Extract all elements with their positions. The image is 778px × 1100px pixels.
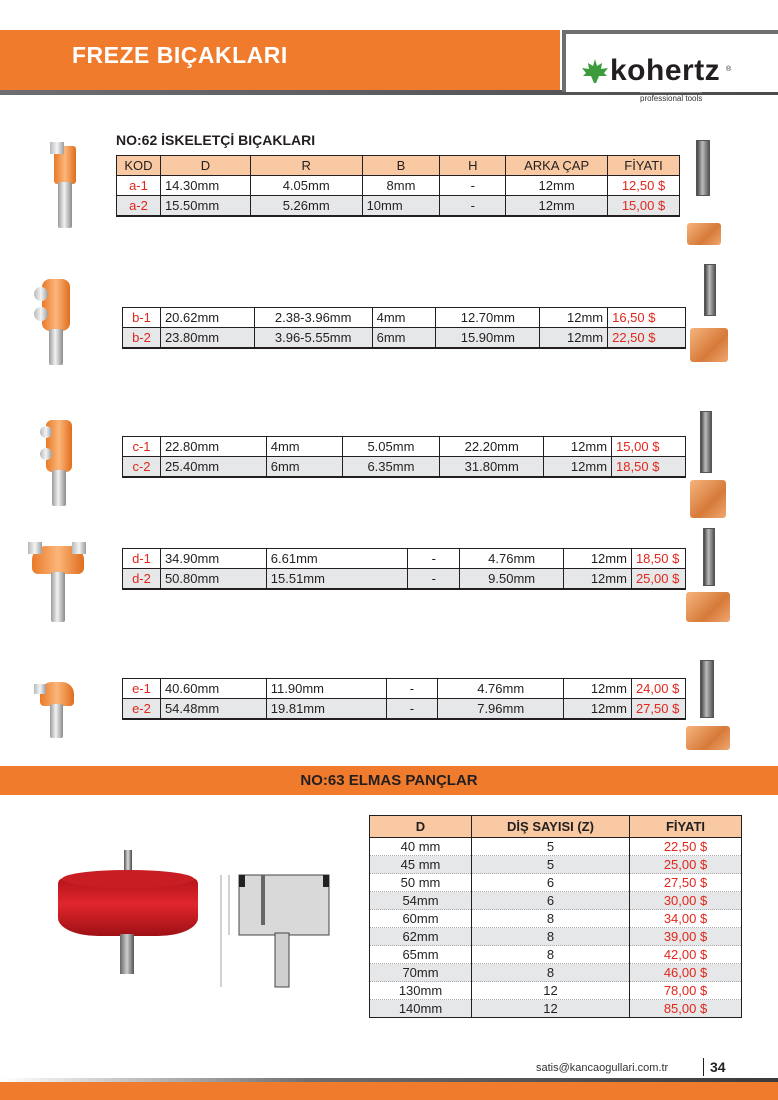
- tooth-count-cell: 8: [472, 928, 630, 946]
- section-62-title: NO:62 İSKELETÇİ BIÇAKLARI: [116, 132, 316, 148]
- header-price: FİYATI: [630, 816, 742, 838]
- diameter-cell: 54mm: [370, 892, 472, 910]
- d-cell: 20.62mm: [160, 308, 254, 328]
- section-63-title: NO:63 ELMAS PANÇLAR: [300, 772, 478, 789]
- router-bit-b-image: [32, 275, 76, 367]
- h-cell: 9.50mm: [460, 569, 564, 589]
- code-cell: b-2: [123, 328, 161, 348]
- table-row: [370, 892, 742, 910]
- footer-orange-band: [0, 1082, 778, 1100]
- r-cell: 19.81mm: [266, 699, 386, 719]
- r-cell: 11.90mm: [266, 679, 386, 699]
- diameter-cell: 130mm: [370, 982, 472, 1000]
- code-cell: d-2: [123, 569, 161, 589]
- tooth-count-cell: 12: [472, 982, 630, 1000]
- tooth-count-cell: 5: [472, 856, 630, 874]
- wood-sample-a: [687, 223, 721, 245]
- header-kod: KOD: [117, 156, 161, 176]
- header-tooth-count: DİŞ SAYISI (Z): [472, 816, 630, 838]
- table-row: [123, 549, 686, 569]
- back-diameter-cell: 12mm: [544, 437, 612, 457]
- price-cell: 25,00 $: [630, 856, 742, 874]
- diameter-cell: 45 mm: [370, 856, 472, 874]
- h-cell: 12.70mm: [436, 308, 540, 328]
- diameter-cell: 65mm: [370, 946, 472, 964]
- wood-sample-c: [690, 480, 726, 518]
- table-row: [123, 699, 686, 719]
- b-cell: 4mm: [372, 308, 436, 328]
- table-row: [370, 874, 742, 892]
- header-d: D: [160, 156, 250, 176]
- price-cell: 46,00 $: [630, 964, 742, 982]
- router-bit-d-image: [28, 540, 88, 624]
- wood-sample-d: [686, 592, 730, 622]
- router-bit-e-image: [34, 678, 80, 740]
- d-cell: 15.50mm: [160, 196, 250, 216]
- header-r: R: [250, 156, 362, 176]
- d-cell: 34.90mm: [160, 549, 266, 569]
- header-b: B: [362, 156, 440, 176]
- r-cell: 15.51mm: [266, 569, 408, 589]
- back-diameter-cell: 12mm: [564, 699, 632, 719]
- code-cell: c-2: [123, 457, 161, 477]
- table-header-row: [117, 156, 680, 176]
- tooth-count-cell: 6: [472, 874, 630, 892]
- r-cell: 5.26mm: [250, 196, 362, 216]
- technical-drawing-c: [700, 411, 712, 473]
- b-cell: -: [408, 569, 460, 589]
- back-diameter-cell: 12mm: [506, 196, 608, 216]
- d-cell: 50.80mm: [160, 569, 266, 589]
- price-cell: 15,00 $: [608, 196, 680, 216]
- header-fiyati: FİYATI: [608, 156, 680, 176]
- contact-email: satis@kancaogullari.com.tr: [536, 1062, 669, 1074]
- table-row: [370, 928, 742, 946]
- back-diameter-cell: 12mm: [544, 457, 612, 477]
- price-cell: 18,50 $: [612, 457, 686, 477]
- price-cell: 15,00 $: [612, 437, 686, 457]
- spec-table-b: [122, 307, 686, 349]
- tooth-count-cell: 8: [472, 964, 630, 982]
- spec-table-a: [116, 155, 680, 217]
- router-bit-c-image: [38, 412, 78, 506]
- code-cell: a-2: [117, 196, 161, 216]
- table-row: [370, 946, 742, 964]
- table-row: [123, 679, 686, 699]
- maple-leaf-icon: [580, 58, 610, 84]
- b-cell: 5.05mm: [342, 437, 440, 457]
- footer-divider: [703, 1058, 704, 1076]
- code-cell: e-1: [123, 679, 161, 699]
- table-header-row: [370, 816, 742, 838]
- spec-table-c: [122, 436, 686, 478]
- tooth-count-cell: 5: [472, 838, 630, 856]
- d-cell: 14.30mm: [160, 176, 250, 196]
- table-row: [370, 1000, 742, 1018]
- h-cell: -: [440, 176, 506, 196]
- back-diameter-cell: 12mm: [564, 569, 632, 589]
- table-row: [123, 308, 686, 328]
- wood-sample-b: [690, 328, 728, 362]
- table-row: [123, 457, 686, 477]
- price-cell: 22,50 $: [630, 838, 742, 856]
- table-row: [123, 437, 686, 457]
- spec-table-e: [122, 678, 686, 720]
- spec-table-d: [122, 548, 686, 590]
- registered-mark: ®: [726, 66, 732, 73]
- header-arka-cap: ARKA ÇAP: [506, 156, 608, 176]
- price-cell: 27,50 $: [631, 699, 685, 719]
- d-cell: 40.60mm: [160, 679, 266, 699]
- price-cell: 24,00 $: [631, 679, 685, 699]
- price-cell: 25,00 $: [631, 569, 685, 589]
- r-cell: 4.05mm: [250, 176, 362, 196]
- code-cell: e-2: [123, 699, 161, 719]
- h-cell: 22.20mm: [440, 437, 544, 457]
- table-row: [370, 856, 742, 874]
- diameter-cell: 60mm: [370, 910, 472, 928]
- table-row: [123, 569, 686, 589]
- back-diameter-cell: 12mm: [506, 176, 608, 196]
- table-row: [117, 176, 680, 196]
- brand-name: kohertz: [610, 54, 721, 87]
- d-cell: 54.48mm: [160, 699, 266, 719]
- technical-drawing-e: [700, 660, 714, 718]
- d-cell: 25.40mm: [160, 457, 266, 477]
- hole-saw-price-table: [369, 815, 742, 1018]
- code-cell: b-1: [123, 308, 161, 328]
- brand-tagline: professional tools: [640, 94, 703, 103]
- diameter-cell: 140mm: [370, 1000, 472, 1018]
- wood-sample-e: [686, 726, 730, 750]
- b-cell: 10mm: [362, 196, 440, 216]
- price-cell: 16,50 $: [608, 308, 686, 328]
- b-cell: -: [386, 679, 438, 699]
- price-cell: 22,50 $: [608, 328, 686, 348]
- r-cell: 3.96-5.55mm: [254, 328, 372, 348]
- back-diameter-cell: 12mm: [540, 308, 608, 328]
- header-h: H: [440, 156, 506, 176]
- tooth-count-cell: 8: [472, 910, 630, 928]
- h-cell: 4.76mm: [438, 679, 564, 699]
- r-cell: 6mm: [266, 457, 342, 477]
- h-cell: -: [440, 196, 506, 216]
- back-diameter-cell: 12mm: [564, 679, 632, 699]
- r-cell: 6.61mm: [266, 549, 408, 569]
- diameter-cell: 62mm: [370, 928, 472, 946]
- table-row: [370, 982, 742, 1000]
- table-row: [123, 328, 686, 348]
- h-cell: 4.76mm: [460, 549, 564, 569]
- price-cell: 12,50 $: [608, 176, 680, 196]
- back-diameter-cell: 12mm: [540, 328, 608, 348]
- price-cell: 42,00 $: [630, 946, 742, 964]
- b-cell: 8mm: [362, 176, 440, 196]
- price-cell: 27,50 $: [630, 874, 742, 892]
- b-cell: -: [408, 549, 460, 569]
- brand-logo: [562, 30, 778, 103]
- hole-saw-technical-drawing: [215, 865, 335, 995]
- code-cell: d-1: [123, 549, 161, 569]
- table-row: [370, 910, 742, 928]
- b-cell: 6mm: [372, 328, 436, 348]
- price-cell: 85,00 $: [630, 1000, 742, 1018]
- d-cell: 22.80mm: [160, 437, 266, 457]
- price-cell: 78,00 $: [630, 982, 742, 1000]
- back-diameter-cell: 12mm: [564, 549, 632, 569]
- table-row: [370, 838, 742, 856]
- code-cell: a-1: [117, 176, 161, 196]
- h-cell: 31.80mm: [440, 457, 544, 477]
- h-cell: 7.96mm: [438, 699, 564, 719]
- d-cell: 23.80mm: [160, 328, 254, 348]
- page-header: [0, 0, 778, 103]
- price-cell: 18,50 $: [631, 549, 685, 569]
- page-number: 34: [710, 1059, 726, 1075]
- technical-drawing-b: [704, 264, 716, 316]
- diameter-cell: 40 mm: [370, 838, 472, 856]
- r-cell: 4mm: [266, 437, 342, 457]
- diamond-hole-saw-image: [58, 862, 198, 942]
- code-cell: c-1: [123, 437, 161, 457]
- header-d: D: [370, 816, 472, 838]
- tooth-count-cell: 12: [472, 1000, 630, 1018]
- price-cell: 39,00 $: [630, 928, 742, 946]
- table-row: [370, 964, 742, 982]
- b-cell: -: [386, 699, 438, 719]
- r-cell: 2.38-3.96mm: [254, 308, 372, 328]
- tooth-count-cell: 8: [472, 946, 630, 964]
- technical-drawing-a: [696, 140, 710, 196]
- technical-drawing-d: [703, 528, 715, 586]
- diameter-cell: 70mm: [370, 964, 472, 982]
- price-cell: 34,00 $: [630, 910, 742, 928]
- table-row: [117, 196, 680, 216]
- tooth-count-cell: 6: [472, 892, 630, 910]
- price-cell: 30,00 $: [630, 892, 742, 910]
- page-title: FREZE BIÇAKLARI: [72, 42, 288, 68]
- router-bit-a-image: [50, 140, 80, 230]
- h-cell: 15.90mm: [436, 328, 540, 348]
- b-cell: 6.35mm: [342, 457, 440, 477]
- diameter-cell: 50 mm: [370, 874, 472, 892]
